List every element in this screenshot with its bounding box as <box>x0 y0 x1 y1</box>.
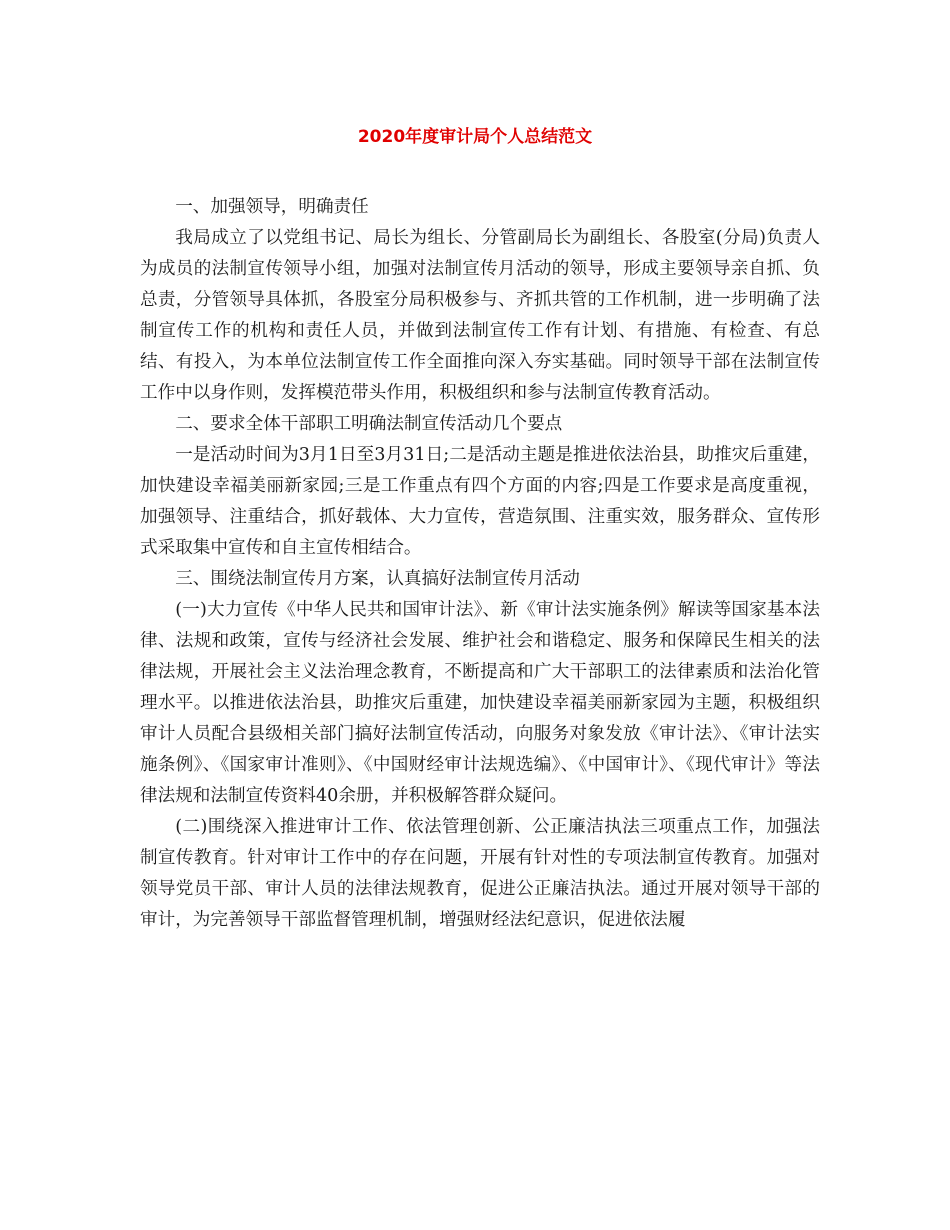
paragraph: (一)大力宣传《中华人民共和国审计法》、新《审计法实施条例》解读等国家基本法律、法规和政策，宣传与经济社会发展、维护社会和谐稳定、服务和保障民生相关的法律法规，开展社会主义法治理念教育，不断提高和广大干部职工的法律素质和法治化管理水平。以推进依法治县，助推灾后重建，加快建设幸福美丽新家园为主题，积极组织审计人员配合县级相关部门搞好法制宣传活动，向服务对象发放《审计法》、《审计法实施条例》、《国家审计准则》、《中国财经审计法规选编》、《中国审计》、《现代审计》等法律法规和法制宣传资料40余册，并积极解答群众疑问。 <box>140 600 820 806</box>
paragraph: 我局成立了以党组书记、局长为组长、分管副局长为副组长、各股室(分局)负责人为成员的法制宣传领导小组，加强对法制宣传月活动的领导，形成主要领导亲自抓、负总责，分管领导具体抓，各股室分局积极参与、齐抓共管的工作机制，进一步明确了法制宣传工作的机构和责任人员，并做到法制宣传工作有计划、有措施、有检查、有总结、有投入，为本单位法制宣传工作全面推向深入夯实基础。同时领导干部在法制宣传工作中以身作则，发挥模范带头作用，积极组织和参与法制宣传教育活动。 <box>140 228 820 403</box>
paragraph: 一是活动时间为3月1日至3月31日;二是活动主题是推进依法治县，助推灾后重建，加快建设幸福美丽新家园;三是工作重点有四个方面的内容;四是工作要求是高度重视，加强领导、注重结合，抓好载体、大力宣传，营造氛围、注重实效，服务群众、宣传形式采取集中宣传和自主宣传相结合。 <box>140 445 820 558</box>
section-heading-2: 二、要求全体干部职工明确法制宣传活动几个要点 <box>175 414 563 434</box>
section-heading-3: 三、围绕法制宣传月方案，认真搞好法制宣传月活动 <box>175 569 580 589</box>
paragraph: (二)围绕深入推进审计工作、依法管理创新、公正廉洁执法三项重点工作，加强法制宣传教育。针对审计工作中的存在问题，开展有针对性的专项法制宣传教育。加强对领导党员干部、审计人员的法律法规教育，促进公正廉洁执法。通过开展对领导干部的审计，为完善领导干部监督管理机制，增强财经法纪意识，促进依法履 <box>140 817 820 930</box>
document-body <box>140 192 820 936</box>
document-title: 2020年度审计局个人总结范文 <box>357 127 593 147</box>
section-heading-1: 一、加强领导，明确责任 <box>175 197 369 217</box>
